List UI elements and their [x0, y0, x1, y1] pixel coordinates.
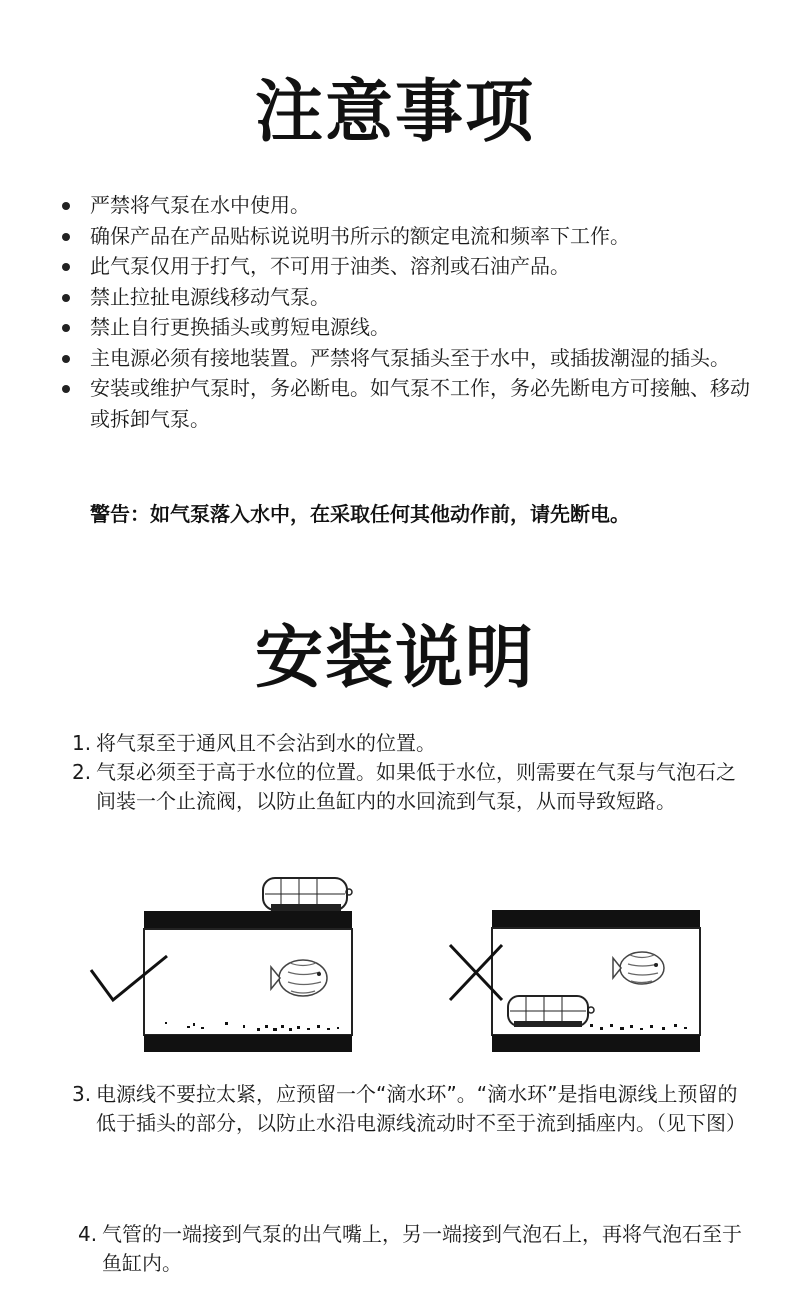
step-text: 气管的一端接到气泵的出气嘴上，另一端接到气泡石上，再将气泡石至于鱼缸内。: [102, 1222, 742, 1275]
precaution-item: 此气泵仅用于打气，不可用于油类、溶剂或石油产品。: [60, 251, 750, 282]
air-pump-icon: [263, 878, 352, 911]
section-title-installation: 安装说明: [254, 619, 535, 698]
fish-tank: [492, 910, 700, 1052]
precaution-item: 禁止拉扯电源线移动气泵。: [60, 282, 750, 313]
step-text: 电源线不要拉太紧，应预留一个“滴水环”。“滴水环”是指电源线上预留的低于插头的部分，以防止水沿电源线流动时不至于流到插座内。（见下图）: [96, 1082, 746, 1135]
installation-step-3: [72, 1080, 752, 1138]
precaution-item: 主电源必须有接地装置。严禁将气泵插头至于水中，或插拔潮湿的插头。: [60, 343, 750, 374]
precaution-item: 禁止自行更换插头或剪短电源线。: [60, 312, 750, 343]
wrong-placement-illustration: [440, 900, 705, 1055]
installation-step-4: [78, 1220, 758, 1278]
installation-step: [72, 729, 752, 758]
installation-step: [78, 1220, 758, 1278]
step-text: 将气泵至于通风且不会沾到水的位置。: [96, 731, 436, 755]
step-number: 1.: [72, 731, 92, 755]
installation-steps-1-2: [72, 729, 752, 816]
precaution-item: 严禁将气泵在水中使用。: [60, 190, 750, 221]
fish-tank: [144, 911, 352, 1052]
step-number: 4.: [78, 1222, 98, 1246]
step-text: 气泵必须至于高于水位的位置。如果低于水位，则需要在气泵与气泡石之间装一个止流阀，以防止鱼缸内的水回流到气泵，从而导致短路。: [96, 760, 736, 813]
section-title-precautions: 注意事项: [254, 73, 535, 152]
correct-placement-illustration: [85, 870, 360, 1055]
precautions-list: [60, 190, 750, 434]
installation-step: [72, 1080, 752, 1138]
precaution-item: 确保产品在产品贴标说说明书所示的额定电流和频率下工作。: [60, 221, 750, 252]
air-pump-icon: [508, 996, 594, 1027]
installation-step: [72, 758, 752, 816]
precaution-item: 安装或维护气泵时，务必断电。如气泵不工作，务必先断电方可接触、移动或拆卸气泵。: [60, 373, 750, 434]
warning-text: 警告：如气泵落入水中，在采取任何其他动作前，请先断电。: [90, 502, 630, 526]
step-number: 2.: [72, 760, 92, 784]
step-number: 3.: [72, 1082, 92, 1106]
